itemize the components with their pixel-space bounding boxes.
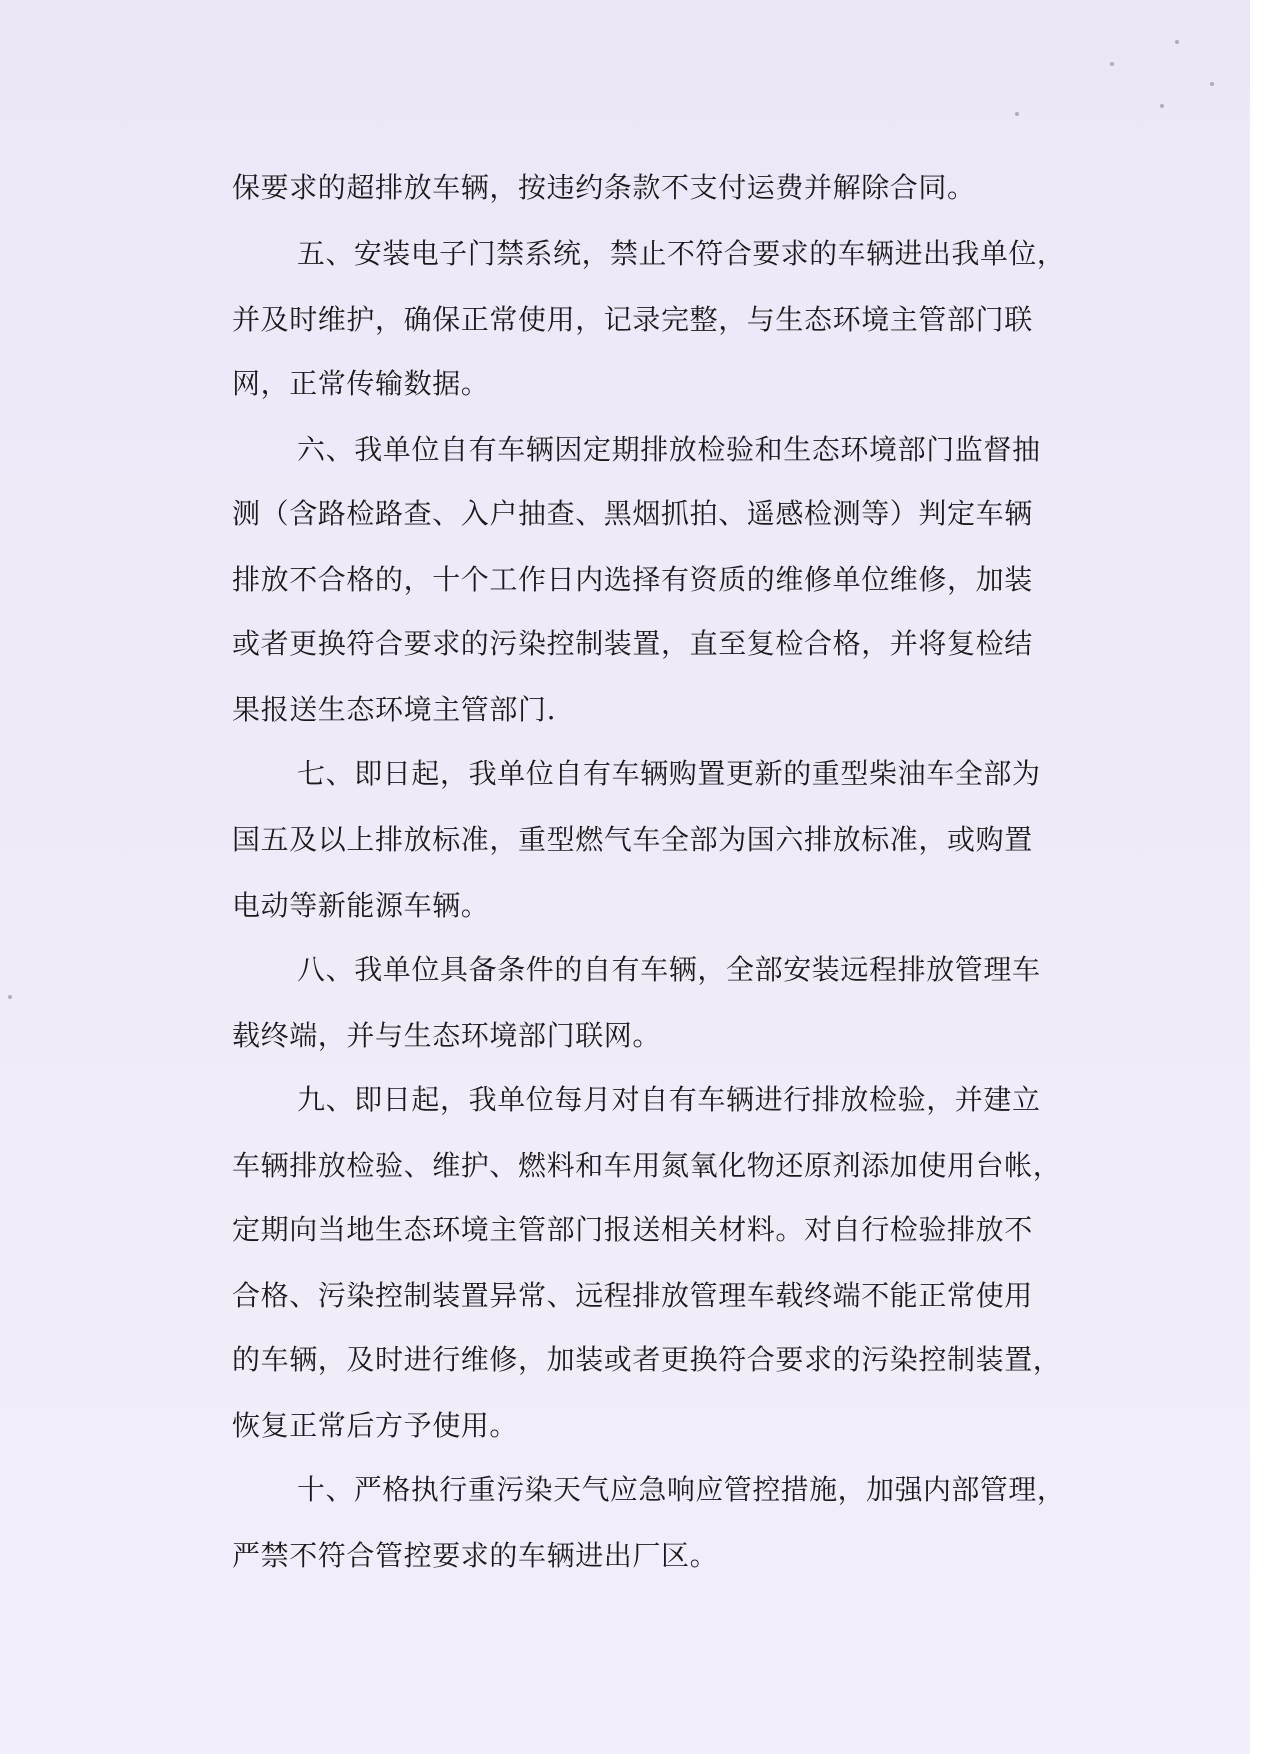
text-line: 果报送生态环境主管部门.: [232, 693, 557, 726]
text-line: 车辆排放检验、维护、燃料和车用氮氧化物还原剂添加使用台帐，: [232, 1149, 1062, 1182]
text-line: 保要求的超排放车辆，按违约条款不支付运费并解除合同。: [232, 171, 976, 204]
text-line: 或者更换符合要求的污染控制装置，直至复检合格，并将复检结: [232, 627, 1033, 660]
text-line: 十、严格执行重污染天气应急响应管控措施，加强内部管理，: [297, 1473, 1066, 1506]
text-line: 七、即日起，我单位自有车辆购置更新的重型柴油车全部为: [297, 757, 1041, 790]
text-line: 测（含路检路查、入户抽查、黑烟抓拍、遥感检测等）判定车辆: [232, 497, 1033, 530]
text-line: 并及时维护，确保正常使用，记录完整，与生态环境主管部门联: [232, 303, 1033, 336]
text-line: 九、即日起，我单位每月对自有车辆进行排放检验，并建立: [297, 1083, 1041, 1116]
text-line: 电动等新能源车辆。: [232, 889, 490, 922]
text-line: 排放不合格的，十个工作日内选择有资质的维修单位维修，加装: [232, 563, 1033, 596]
text-line: 五、安装电子门禁系统，禁止不符合要求的车辆进出我单位，: [297, 237, 1066, 270]
text-line: 载终端，并与生态环境部门联网。: [232, 1019, 662, 1052]
text-line: 的车辆，及时进行维修，加装或者更换符合要求的污染控制装置，: [232, 1343, 1062, 1376]
page-margin: [1250, 0, 1275, 1754]
text-line: 国五及以上排放标准，重型燃气车全部为国六排放标准，或购置: [232, 823, 1033, 856]
text-line: 严禁不符合管控要求的车辆进出厂区。: [232, 1539, 719, 1572]
text-line: 网，正常传输数据。: [232, 367, 490, 400]
text-line: 八、我单位具备条件的自有车辆，全部安装远程排放管理车: [297, 953, 1041, 986]
text-line: 定期向当地生态环境主管部门报送相关材料。对自行检验排放不: [232, 1213, 1033, 1246]
text-line: 合格、污染控制装置异常、远程排放管理车载终端不能正常使用: [232, 1279, 1033, 1312]
text-line: 恢复正常后方予使用。: [232, 1409, 519, 1442]
text-line: 六、我单位自有车辆因定期排放检验和生态环境部门监督抽: [297, 433, 1041, 466]
